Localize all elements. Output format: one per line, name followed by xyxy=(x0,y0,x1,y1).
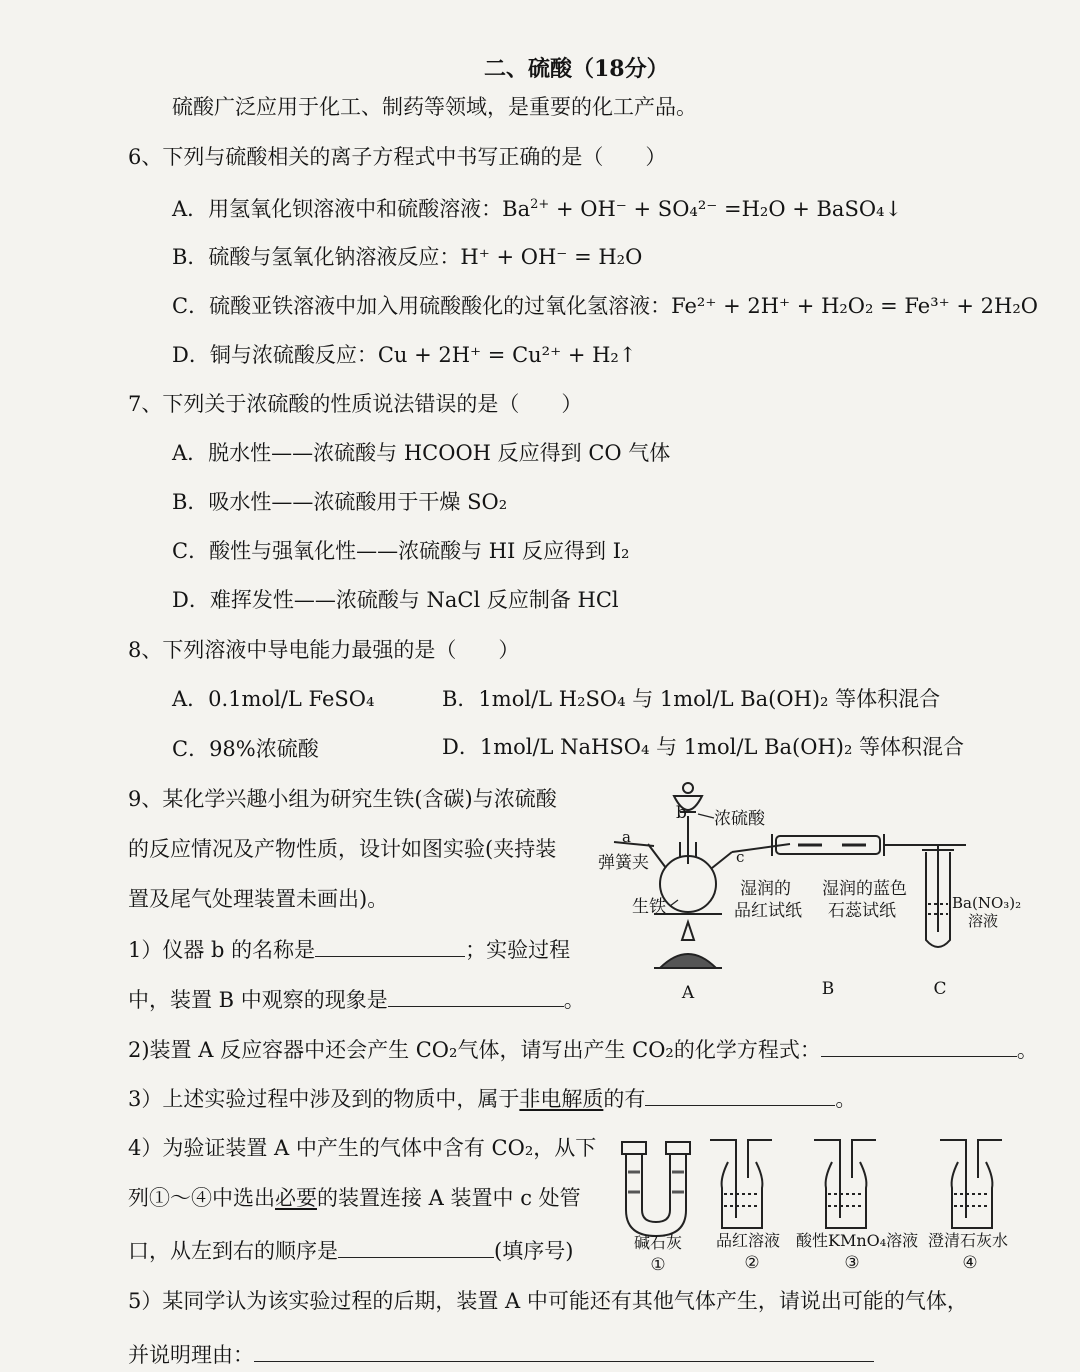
q7-option-b: B．吸水性——浓硫酸用于干燥 SO₂ xyxy=(172,490,508,514)
answer-blank[interactable] xyxy=(254,1343,874,1362)
separatory-funnel-icon xyxy=(674,783,702,864)
label-pinhong-solution: 品红溶液 xyxy=(716,1231,781,1250)
label-num-2: ② xyxy=(744,1253,760,1272)
q9-part4-line1: 4）为验证装置 A 中产生的气体中含有 CO₂，从下 xyxy=(128,1136,597,1160)
wash-bottle-icon xyxy=(940,1140,1002,1228)
q9-part4-line3: 口，从左到右的顺序是 (填序号) xyxy=(128,1239,574,1263)
q6-option-b: B．硫酸与氢氧化钠溶液反应：H⁺ + OH⁻ = H₂O xyxy=(172,245,643,269)
label-solution: 溶液 xyxy=(968,912,999,930)
q8-option-c: C．98%浓硫酸 xyxy=(172,737,319,761)
label-bano3: Ba(NO₃)₂ xyxy=(952,894,1022,912)
label-A: A xyxy=(681,983,695,1003)
q8-option-d: D．1mol/L NaHSO₄ 与 1mol/L Ba(OH)₂ 等体积混合 xyxy=(442,735,965,759)
q8-option-a: A．0.1mol/L FeSO₄ xyxy=(172,687,375,711)
wash-bottle-icon xyxy=(710,1140,772,1228)
label-num-1: ① xyxy=(650,1255,666,1272)
q8-option-b: B．1mol/L H₂SO₄ 与 1mol/L Ba(OH)₂ 等体积混合 xyxy=(442,687,941,711)
q9-stem-line1: 9、某化学兴趣小组为研究生铁(含碳)与浓硫酸 xyxy=(128,787,557,811)
q9-part2: 2)装置 A 反应容器中还会产生 CO₂气体，请写出产生 CO₂的化学方程式： 。 xyxy=(128,1038,1038,1062)
q9-part3: 3）上述实验过程中涉及到的物质中，属于非电解质的有 。 xyxy=(128,1087,857,1111)
q9-part5-line1: 5）某同学认为该实验过程的后期，装置 A 中可能还有其他气体产生，请说出可能的气体， xyxy=(128,1289,968,1313)
q6-option-a: A．用氢氧化钡溶液中和硫酸溶液：$Ba^{2+} + OH^- + SO_4^{2-} =H_2O$ + BaSO₄↓ xyxy=(172,197,903,221)
test-tube-icon xyxy=(922,845,954,947)
device-options xyxy=(612,1132,1022,1272)
section-title: 二、硫酸（18分） xyxy=(484,56,669,82)
label-a: a xyxy=(622,828,631,846)
alcohol-lamp-icon xyxy=(654,914,722,968)
label-limewater: 澄清石灰水 xyxy=(928,1231,1009,1250)
label-pinhong-paper: 品红试纸 xyxy=(734,901,802,921)
label-wet-blue: 湿润的蓝色 xyxy=(822,879,907,899)
q9-part1-line1: 1）仪器 b 的名称是 ；实验过程 xyxy=(128,938,571,962)
label-litmus-paper: 石蕊试纸 xyxy=(828,901,896,921)
q9-stem-line2: 的反应情况及产物性质，设计如图实验(夹持装 xyxy=(128,837,557,861)
label-spring-clip: 弹簧夹 xyxy=(598,853,649,873)
q6-option-c: C．硫酸亚铁溶液中加入用硫酸酸化的过氧化氢溶液：Fe²⁺ + 2H⁺ + H₂O₂ = Fe³⁺ + 2H₂O xyxy=(172,294,1038,318)
q9-stem-line3: 置及尾气处理装置未画出)。 xyxy=(128,887,389,911)
glass-tube-icon xyxy=(772,834,966,856)
answer-blank[interactable] xyxy=(315,938,465,957)
wash-bottle-icon xyxy=(814,1140,876,1228)
label-B: B xyxy=(821,979,835,999)
apparatus-diagram xyxy=(590,772,1030,1004)
q7-option-c: C．酸性与强氧化性——浓硫酸与 HI 反应得到 I₂ xyxy=(172,539,630,563)
label-num-3: ③ xyxy=(844,1253,860,1272)
label-pig-iron: 生铁 xyxy=(632,897,666,917)
label-soda-lime: 碱石灰 xyxy=(634,1233,683,1252)
q9-part4-line2: 列①～④中选出必要的装置连接 A 装置中 c 处管 xyxy=(128,1186,581,1210)
q7-option-d: D．难挥发性——浓硫酸与 NaCl 反应制备 HCl xyxy=(172,588,619,612)
answer-blank[interactable] xyxy=(645,1087,835,1106)
label-conc-acid: 浓硫酸 xyxy=(714,809,765,829)
q9-part5-line2: 并说明理由： xyxy=(128,1343,874,1366)
label-c: c xyxy=(736,848,745,866)
u-tube-icon xyxy=(622,1142,690,1236)
q9-part1-line2: 中，装置 B 中观察的现象是 。 xyxy=(128,988,585,1012)
section-intro: 硫酸广泛应用于化工、制药等领域，是重要的化工产品。 xyxy=(172,95,697,119)
answer-blank[interactable] xyxy=(338,1239,494,1258)
q6-stem: 6、下列与硫酸相关的离子方程式中书写正确的是（ ） xyxy=(128,145,667,169)
q6-option-d: D．铜与浓硫酸反应：Cu + 2H⁺ = Cu²⁺ + H₂↑ xyxy=(172,343,637,367)
answer-blank[interactable] xyxy=(821,1038,1017,1057)
label-C: C xyxy=(933,979,947,999)
label-num-4: ④ xyxy=(962,1253,978,1272)
q8-stem: 8、下列溶液中导电能力最强的是（ ） xyxy=(128,638,520,662)
q7-stem: 7、下列关于浓硫酸的性质说法错误的是（ ） xyxy=(128,392,583,416)
label-b: b xyxy=(676,803,687,823)
q7-option-a: A．脱水性——浓硫酸与 HCOOH 反应得到 CO 气体 xyxy=(172,441,671,465)
label-wet: 湿润的 xyxy=(740,879,791,899)
answer-blank[interactable] xyxy=(388,988,564,1007)
label-kmno4: 酸性KMnO₄溶液 xyxy=(796,1231,919,1250)
